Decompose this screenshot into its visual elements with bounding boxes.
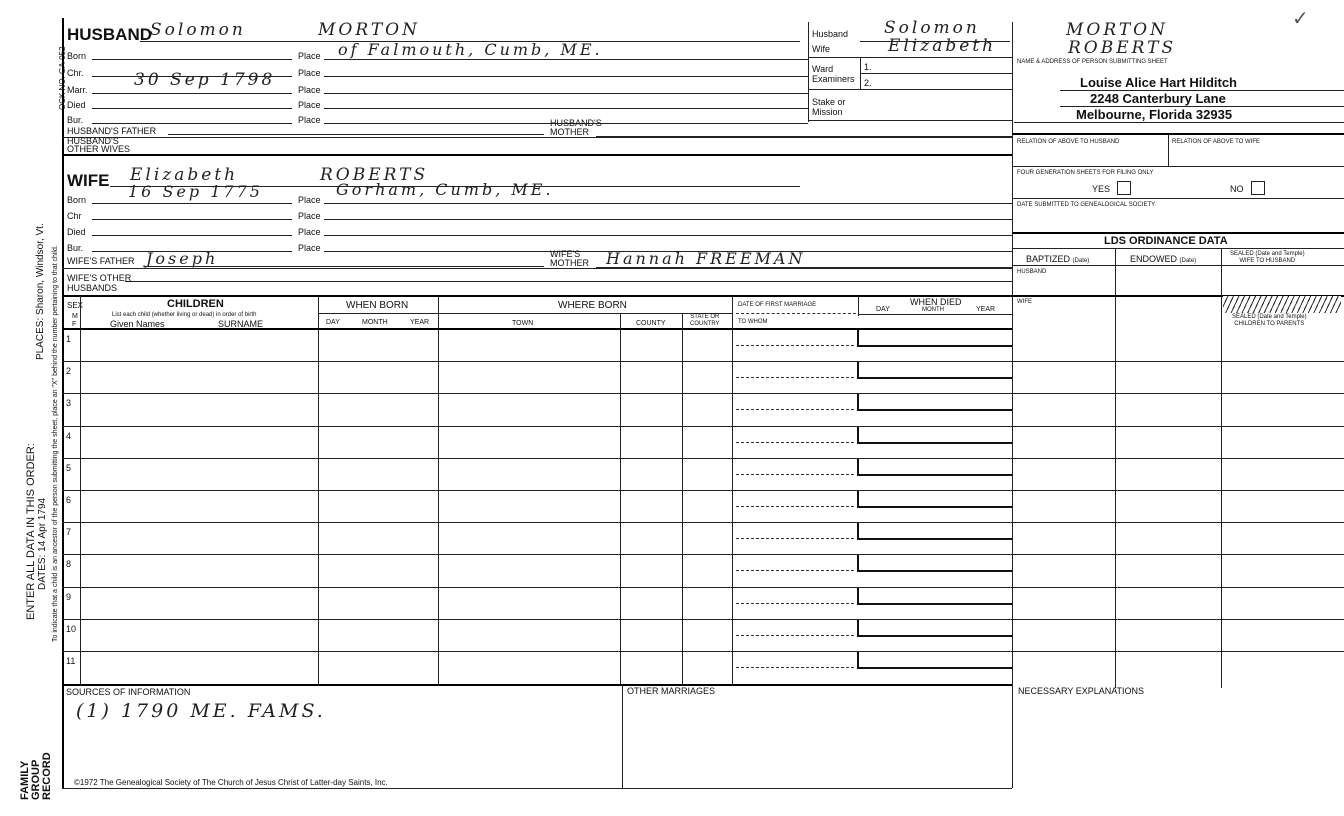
husband-born-place[interactable]: of Falmouth, Cumb, ME. <box>338 40 603 59</box>
death-date-field[interactable] <box>857 459 1013 476</box>
death-date-field[interactable] <box>857 555 1013 572</box>
hw-other-2: OTHER WIVES <box>67 144 131 154</box>
born-year: YEAR <box>410 319 430 326</box>
relation-husband-label: RELATION OF ABOVE TO HUSBAND <box>1017 139 1120 145</box>
wife-father-name[interactable]: Joseph <box>146 249 219 268</box>
sealed-children-label <box>1232 314 1307 328</box>
when-born-line <box>318 313 438 314</box>
submitter-name[interactable]: Louise Alice Hart Hilditch <box>1080 75 1237 90</box>
examiner-2: 2. <box>864 78 872 88</box>
sc-2: CHILDREN TO PARENTS <box>1234 321 1305 327</box>
marriage-dash-line <box>736 377 854 378</box>
wife-section-bottom <box>62 295 1344 297</box>
relation-wife-label: RELATION OF ABOVE TO WIFE <box>1172 139 1261 145</box>
surname-label: SURNAME <box>218 319 264 329</box>
town-label: TOWN <box>512 320 534 327</box>
when-born-label: WHEN BORN <box>346 300 409 311</box>
husband-born-place-line <box>324 59 808 60</box>
submitter-street[interactable]: 2248 Canterbury Lane <box>1090 91 1226 106</box>
husband-died-label: Died <box>67 100 86 110</box>
wife-born-place-line <box>324 203 1012 204</box>
examiners-bottom <box>808 89 1012 90</box>
tr-husband-label: Husband <box>812 29 849 39</box>
husband-bur-place-label: Place <box>298 115 321 125</box>
examiner-1: 1. <box>864 62 872 72</box>
state-1: STATE OR <box>690 314 720 320</box>
husband-chr-place-label: Place <box>298 68 321 78</box>
wife-bur-label: Bur. <box>67 243 84 253</box>
sc-1: SEALED (Date and Temple) <box>1232 314 1307 320</box>
husband-heading: HUSBAND <box>67 25 152 44</box>
marriage-dash-line <box>736 570 854 571</box>
husband-born-label: Born <box>67 51 87 61</box>
county-label: COUNTY <box>636 320 666 327</box>
hw-other-1: HUSBAND'S <box>67 136 119 146</box>
wife-father-label: WIFE'S FATHER <box>67 256 135 266</box>
husband-father-line <box>168 134 544 135</box>
husband-bur-label: Bur. <box>67 115 84 125</box>
husband-marr-place-line <box>324 93 808 94</box>
tr-wife-label: Wife <box>812 44 830 54</box>
baptized-text: BAPTIZED <box>1026 254 1071 264</box>
death-date-field[interactable] <box>857 523 1013 540</box>
died-year: YEAR <box>976 306 996 313</box>
marriage-dash-line <box>736 442 854 443</box>
died-day: DAY <box>876 306 890 313</box>
child-row-divider <box>62 361 1344 362</box>
no-label: NO <box>1230 184 1244 194</box>
wife-died-place-label: Place <box>298 227 321 237</box>
husband-surname[interactable]: MORTON <box>318 20 420 40</box>
wife-born-place-label: Place <box>298 195 321 205</box>
first-marriage-label: DATE OF FIRST MARRIAGE <box>738 302 817 308</box>
wife-heading: WIFE <box>67 171 110 190</box>
tr-wife-given[interactable]: Elizabeth <box>888 36 997 56</box>
wife-born-label: Born <box>67 195 87 205</box>
death-date-field[interactable] <box>857 394 1013 411</box>
husband-section-bottom <box>62 154 1012 156</box>
wife-mother-name[interactable]: Hannah FREEMAN <box>606 249 806 268</box>
husband-chr-place-line <box>324 76 808 77</box>
enter-all-note: ENTER ALL DATA IN THIS ORDER: <box>25 443 37 620</box>
relation-bottom <box>1012 166 1344 167</box>
child-row-number: 6 <box>66 495 72 505</box>
fgr-line-2: GROUP <box>30 759 42 800</box>
wife-given-name[interactable]: Elizabeth <box>130 165 239 185</box>
ward-label: Ward <box>812 64 834 74</box>
stake-bottom-line <box>808 120 1012 121</box>
death-date-field[interactable] <box>857 427 1013 444</box>
marriage-dash-line <box>736 635 854 636</box>
child-row-divider <box>62 554 1344 555</box>
wife-chr-line <box>92 219 292 220</box>
children-table-bottom <box>62 684 1012 686</box>
wife-bur-place-label: Place <box>298 243 321 253</box>
date-submitted-label: DATE SUBMITTED TO GENEALOGICAL SOCIETY <box>1017 202 1156 208</box>
husband-chr-label: Chr. <box>67 68 84 78</box>
tr-wife-surname[interactable]: ROBERTS <box>1068 38 1177 58</box>
four-gen-label: FOUR GENERATION SHEETS FOR FILING ONLY <box>1017 170 1154 176</box>
children-list-note: List each child (whether living or dead) in order of birth <box>112 312 257 318</box>
born-month: MONTH <box>362 319 388 326</box>
sex-m: M <box>72 313 78 320</box>
husband-father-label: HUSBAND'S FATHER <box>67 126 157 136</box>
submitter-city[interactable]: Melbourne, Florida 32935 <box>1076 107 1233 122</box>
dates-note: DATES: 14 Apr 1794 <box>37 497 48 590</box>
death-date-field[interactable] <box>857 362 1013 379</box>
tr-wife-line <box>808 57 1012 58</box>
sex-label: SEX <box>67 301 84 310</box>
death-date-field[interactable] <box>857 652 1013 669</box>
form-number: OCK NO. GA-052 <box>58 46 67 110</box>
child-row-number: 3 <box>66 398 72 409</box>
child-row-number: 4 <box>66 430 72 441</box>
where-born-label: WHERE BORN <box>558 300 627 311</box>
wife-chr-place-line <box>324 219 1012 220</box>
col-county <box>620 313 621 684</box>
child-row-number: 5 <box>66 462 72 473</box>
state-label <box>690 314 720 328</box>
state-2: COUNTRY <box>690 321 720 327</box>
wife-born-date[interactable]: 16 Sep 1775 <box>128 182 263 201</box>
child-row-number: 10 <box>66 623 77 634</box>
wife-other-husbands-line <box>125 281 1012 282</box>
wife-died-label: Died <box>67 227 86 237</box>
children-title: CHILDREN <box>167 298 224 310</box>
child-row-divider <box>62 393 1344 394</box>
submitter-bottom <box>1012 133 1344 135</box>
left-border <box>62 18 64 788</box>
fgr-line-3: RECORD <box>41 752 53 800</box>
no-checkbox[interactable] <box>1251 181 1265 195</box>
child-row-divider <box>62 490 1344 491</box>
endowed-date: (Date) <box>1179 258 1197 264</box>
died-header-line <box>858 314 1012 315</box>
wife-died-line <box>92 235 292 236</box>
copyright: ©1972 The Genealogical Society of The Church of Jesus Christ of Latter-day Saints, Inc. <box>74 778 388 787</box>
husband-mother-label <box>550 119 602 137</box>
endowed-text: ENDOWED <box>1130 254 1177 264</box>
other-marriages-label: OTHER MARRIAGES <box>627 686 716 696</box>
lds-husband-label: HUSBAND <box>1017 269 1047 275</box>
born-day: DAY <box>326 319 340 326</box>
lds-title: LDS ORDINANCE DATA <box>1104 235 1228 247</box>
marriage-dash-line <box>736 409 854 410</box>
sealed-wife-label <box>1230 251 1305 265</box>
mission-label: Mission <box>812 107 843 117</box>
wife-surname[interactable]: ROBERTS <box>320 165 429 185</box>
wife-other-husbands-label <box>67 273 131 293</box>
bottom-border <box>62 788 1012 789</box>
death-date-field[interactable] <box>857 620 1013 637</box>
child-row-number: 8 <box>66 559 72 570</box>
child-row-divider <box>62 619 1344 620</box>
child-row-divider <box>62 426 1344 427</box>
sex-f: F <box>72 321 77 328</box>
lds-header-line <box>1012 265 1344 266</box>
child-row-number: 11 <box>66 656 76 666</box>
relation-divider <box>1168 134 1169 166</box>
top-right-divider <box>808 22 809 122</box>
death-date-field[interactable] <box>857 491 1013 508</box>
sw-1: SEALED (Date and Temple) <box>1230 251 1305 257</box>
wife-died-place-line <box>324 235 1012 236</box>
hatched-block <box>1223 296 1341 313</box>
col-state <box>682 313 683 684</box>
four-gen-bottom <box>1012 198 1344 199</box>
marriage-dash-line <box>736 538 854 539</box>
submitter-label: NAME & ADDRESS OF PERSON SUBMITTING SHEET <box>1017 59 1168 65</box>
footer-divider <box>622 684 623 788</box>
given-names-label: Given Names <box>110 319 165 329</box>
death-date-field[interactable] <box>857 330 1013 347</box>
marriage-dash-line <box>736 603 854 604</box>
lds-title-line <box>1012 248 1344 249</box>
husband-marr-place-label: Place <box>298 85 321 95</box>
wife-born-line <box>92 203 292 204</box>
husband-died-place-line <box>324 108 808 109</box>
husband-mother-label-2: MOTHER <box>550 127 589 137</box>
wife-father-row-divider <box>62 268 1012 269</box>
tr-husband-surname[interactable]: MORTON <box>1066 20 1168 40</box>
husband-other-wives-label <box>67 137 130 153</box>
wf-other-1: WIFE'S OTHER <box>67 273 132 283</box>
child-row-number: 7 <box>66 527 72 538</box>
sources-label: SOURCES OF INFORMATION <box>66 687 191 697</box>
wife-mother-label-1: WIFE'S <box>550 249 581 259</box>
wf-other-2: HUSBANDS <box>67 283 118 293</box>
husband-died-line <box>92 108 292 109</box>
stake-label: Stake or <box>812 97 846 107</box>
child-row-number: 2 <box>66 366 72 377</box>
husband-marr-line <box>92 93 292 94</box>
marriage-dash-line <box>736 345 854 346</box>
husband-born-place-label: Place <box>298 51 321 61</box>
wife-mother-label-2: MOTHER <box>550 258 589 268</box>
child-row-divider <box>62 587 1344 588</box>
where-born-line <box>438 313 732 314</box>
husband-mother-label-1: HUSBAND'S <box>550 118 602 128</box>
child-row-number: 9 <box>66 591 72 602</box>
date-submitted-bottom <box>1012 232 1344 234</box>
marriage-date[interactable]: 30 Sep 1798 <box>134 70 276 90</box>
examiner-1-line <box>860 73 1012 74</box>
wife-chr-place-label: Place <box>298 211 321 221</box>
when-died-label: WHEN DIED <box>910 297 962 307</box>
husband-bur-line <box>92 123 292 124</box>
wife-born-place[interactable]: Gorham, Cumb, ME. <box>336 180 554 199</box>
check-mark: ✓ <box>1292 8 1309 30</box>
wife-mother-label <box>550 250 589 268</box>
child-row-number: 1 <box>66 334 72 344</box>
death-date-field[interactable] <box>857 588 1013 605</box>
fgr-line-1: FAMILY <box>19 760 31 800</box>
lds-wife-label: WIFE <box>1017 299 1032 305</box>
lds-col-2 <box>1221 248 1222 688</box>
husband-given-name[interactable]: Solomon <box>150 20 246 40</box>
sources-text[interactable]: (1) 1790 ME. FAMS. <box>76 700 326 722</box>
explanations-label: NECESSARY EXPLANATIONS <box>1018 686 1145 696</box>
child-row-divider <box>62 458 1344 459</box>
places-note: PLACES: Sharon, Windsor, Vt. <box>35 223 46 360</box>
marriage-dash-line <box>736 667 854 668</box>
submitter-city-line <box>1014 122 1344 123</box>
marriage-dash-line <box>736 474 854 475</box>
baptized-date: (Date) <box>1072 258 1090 264</box>
tr-husband-given[interactable]: Solomon <box>884 18 980 38</box>
wife-father-line <box>144 266 544 267</box>
to-whom-label: TO WHOM <box>738 319 768 325</box>
lds-col-1 <box>1115 248 1116 688</box>
husband-died-place-label: Place <box>298 100 321 110</box>
child-row-divider <box>62 522 1344 523</box>
marriage-dash-line <box>736 506 854 507</box>
sw-2: WIFE TO HUSBAND <box>1239 258 1296 264</box>
ancestor-instruction: To indicate that a child is an ancestor of the person submitting the sheet, place an "X" behind the number pertaining to that child. <box>52 245 59 642</box>
yes-label: YES <box>1092 184 1111 194</box>
first-marriage-dash <box>736 313 856 314</box>
wife-chr-label: Chr <box>67 211 82 221</box>
child-row-divider <box>62 651 1344 652</box>
husband-marr-label: Marr. <box>67 85 88 95</box>
yes-checkbox[interactable] <box>1117 181 1131 195</box>
father-row-divider <box>62 137 1012 138</box>
col-died <box>858 296 859 316</box>
died-month: MONTH <box>922 307 944 313</box>
examiners-label: Examiners <box>812 74 855 84</box>
husband-born-line <box>92 59 292 60</box>
